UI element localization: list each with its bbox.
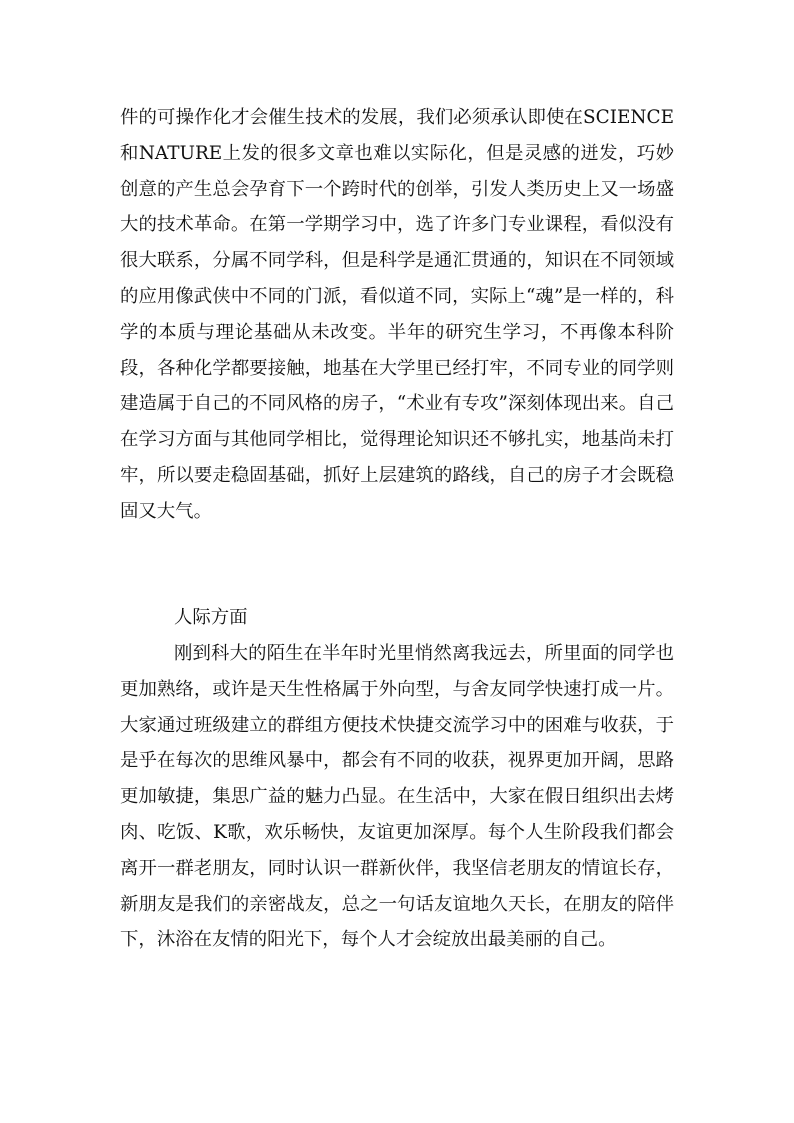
body-paragraph-study: 件的可操作化才会催生技术的发展，我们必须承认即使在SCIENCE和NATURE上发的很多文章也难以实际化，但是灵感的迸发，巧妙创意的产生总会孕育下一个跨时代的创举，引发人类历史上又一场盛大的技术革命。在第一学期学习中，选了许多门专业课程，看似没有很大联系，分属不同学科，但是科学是通汇贯通的，知识在不同领域的应用像武侠中不同的门派，看似道不同，实际上“魂”是一样的，科学的本质与理论基础从未改变。半年的研究生学习，不再像本科阶段，各种化学都要接触，地基在大学里已经打牢，不同专业的同学则建造属于自己的不同风格的房子，“术业有专攻”深刻体现出来。自己在学习方面与其他同学相比，觉得理论知识还不够扎实，地基尚未打牢，所以要走稳固基础，抓好上层建筑的路线，自己的房子才会既稳固又大气。: [120, 107, 674, 522]
section-heading-interpersonal: 人际方面: [174, 607, 248, 628]
document-page: [120, 0, 674, 1123]
body-paragraph-interpersonal: 刚到科大的陌生在半年时光里悄然离我远去，所里面的同学也更加熟络，或许是天生性格属于外向型，与舍友同学快速打成一片。大家通过班级建立的群组方便技术快捷交流学习中的困难与收获，于是乎在每次的思维风暴中，都会有不同的收获，视界更加开阔，思路更加敏捷，集思广益的魅力凸显。在生活中，大家在假日组织出去烤肉、吃饭、K歌，欢乐畅快，友谊更加深厚。每个人生阶段我们都会离开一群老朋友，同时认识一群新伙伴，我坚信老朋友的情谊长存，新朋友是我们的亲密战友，总之一句话友谊地久天长，在朋友的陪伴下，沐浴在友情的阳光下，每个人才会绽放出最美丽的自己。: [120, 643, 674, 951]
